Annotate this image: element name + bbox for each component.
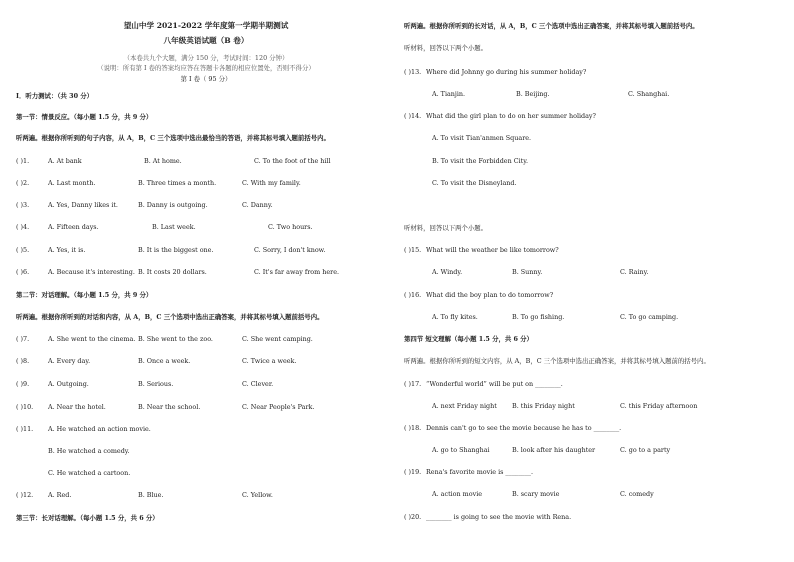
option-b: B. Last week. bbox=[152, 223, 196, 231]
option-a: A. next Friday night bbox=[432, 402, 497, 410]
option-a: A. action movie bbox=[432, 490, 483, 498]
option-a: A. At bank bbox=[48, 157, 82, 165]
option-a: A. To fly kites. bbox=[432, 313, 478, 321]
option-a: A. He watched an action movie. bbox=[48, 425, 151, 433]
option-b: B. Sunny. bbox=[512, 268, 543, 276]
option-b: B. Once a week. bbox=[138, 357, 191, 365]
question-stem: ________ is going to see the movie with Rena. bbox=[426, 513, 572, 521]
option-b: B. He watched a comedy. bbox=[48, 447, 130, 455]
option-a: A. Every day. bbox=[48, 357, 91, 365]
option-a: A. Yes, Danny likes it. bbox=[48, 201, 118, 209]
option-c: C. He watched a cartoon. bbox=[48, 469, 131, 477]
sec1-instruction: 听两遍。根据你所听到的句子内容，从 A，B，C 三个选项中选出最恰当的答语，并将其标号填入题前括号内。 bbox=[16, 134, 330, 142]
question-stem: What did the boy plan to do tomorrow? bbox=[426, 291, 554, 299]
option-c: C. Clever. bbox=[242, 380, 274, 388]
option-a: A. Near the hotel. bbox=[48, 403, 106, 411]
listen-prompt-1: 听材料，回答以下两个小题。 bbox=[404, 44, 488, 52]
school-title: 望山中学 2021-2022 学年度第一学期半期测试 bbox=[123, 21, 289, 30]
right-column bbox=[404, 0, 784, 562]
answer-blank[interactable]: ( )4. bbox=[16, 223, 30, 231]
option-b: B. At home. bbox=[144, 157, 182, 165]
option-c: C. To go camping. bbox=[620, 313, 679, 321]
option-a: A. Last month. bbox=[48, 179, 96, 187]
option-b: B. She went to the zoo. bbox=[138, 335, 213, 343]
option-a: A. Tianjin. bbox=[432, 90, 466, 98]
option-b: B. Serious. bbox=[138, 380, 174, 388]
sec3-instruction: 听两遍。根据你所听到的长对话，从 A，B，C 三个选项中选出正确答案，并将其标号填入题前括号内。 bbox=[404, 22, 699, 30]
option-c: C. It's far away from here. bbox=[254, 268, 340, 276]
volume-title: 第 I 卷（ 95 分） bbox=[180, 75, 232, 83]
option-c: C. Rainy. bbox=[620, 268, 649, 276]
option-b: B. It is the biggest one. bbox=[138, 246, 214, 254]
option-b: B. To go fishing. bbox=[512, 313, 565, 321]
option-a: A. Yes, it is. bbox=[48, 246, 86, 254]
option-a: A. Outgoing. bbox=[48, 380, 89, 388]
question-stem: What did the girl plan to do on her summer holiday? bbox=[426, 112, 596, 120]
option-b: B. It costs 20 dollars. bbox=[138, 268, 207, 276]
option-a: A. go to Shanghai bbox=[432, 446, 490, 454]
option-c: C. With my family. bbox=[242, 179, 301, 187]
answer-blank[interactable]: ( )5. bbox=[16, 246, 30, 254]
option-b: B. Near the school. bbox=[138, 403, 201, 411]
option-b: B. Three times a month. bbox=[138, 179, 217, 187]
sec2-instruction: 听两遍。根据你所听到的对话和内容，从 A，B，C 三个选项中选出正确答案，并将其标号填入题前括号内。 bbox=[16, 313, 324, 321]
option-a: A. To visit Tian'anmen Square. bbox=[432, 134, 532, 142]
sec4-heading: 第四节 短文理解（每小题 1.5 分，共 6 分） bbox=[404, 335, 533, 343]
answer-blank[interactable]: ( )19. bbox=[404, 468, 422, 476]
option-c: C. this Friday afternoon bbox=[620, 402, 698, 410]
answer-blank[interactable]: ( )8. bbox=[16, 357, 30, 365]
answer-blank[interactable]: ( )18. bbox=[404, 424, 422, 432]
option-c: C. To the foot of the hill bbox=[254, 157, 331, 165]
answer-blank[interactable]: ( )13. bbox=[404, 68, 422, 76]
exam-note-2: （说明：所有第 I 卷的答案均应答在答题卡各题的相应位置处，否则不得分） bbox=[97, 64, 315, 72]
sec3-heading: 第三节：长对话理解。（每小题 1.5 分，共 6 分） bbox=[16, 514, 159, 522]
option-c: C. She went camping. bbox=[242, 335, 313, 343]
listen-prompt-2: 听材料，回答以下两个小题。 bbox=[404, 224, 488, 232]
answer-blank[interactable]: ( )20. bbox=[404, 513, 422, 521]
sec2-heading: 第二节：对话理解。（每小题 1.5 分，共 9 分） bbox=[16, 291, 153, 299]
left-column bbox=[16, 0, 396, 562]
part1-heading: I．听力测试：（共 30 分） bbox=[16, 92, 94, 100]
option-b: B. this Friday night bbox=[512, 402, 575, 410]
answer-blank[interactable]: ( )17. bbox=[404, 380, 422, 388]
option-a: A. She went to the cinema. bbox=[48, 335, 136, 343]
option-b: B. Blue. bbox=[138, 491, 164, 499]
answer-blank[interactable]: ( )1. bbox=[16, 157, 30, 165]
answer-blank[interactable]: ( )3. bbox=[16, 201, 30, 209]
option-c: C. Two hours. bbox=[268, 223, 313, 231]
answer-blank[interactable]: ( )12. bbox=[16, 491, 34, 499]
paper-title: 八年级英语试题（B 卷） bbox=[163, 36, 249, 45]
option-b: B. Beijing. bbox=[516, 90, 550, 98]
option-c: C. comedy bbox=[620, 490, 654, 498]
exam-note-1: （本卷共九个大题，满分 150 分，考试时间：120 分钟） bbox=[123, 54, 289, 62]
answer-blank[interactable]: ( )15. bbox=[404, 246, 422, 254]
option-c: C. Sorry, I don't know. bbox=[254, 246, 326, 254]
option-b: B. look after his daughter bbox=[512, 446, 596, 454]
option-b: B. To visit the Forbidden City. bbox=[432, 157, 529, 165]
option-b: B. Danny is outgoing. bbox=[138, 201, 208, 209]
answer-blank[interactable]: ( )10. bbox=[16, 403, 34, 411]
answer-blank[interactable]: ( )6. bbox=[16, 268, 30, 276]
answer-blank[interactable]: ( )9. bbox=[16, 380, 30, 388]
answer-blank[interactable]: ( )11. bbox=[16, 425, 34, 433]
option-a: A. Red. bbox=[48, 491, 72, 499]
option-c: C. Near People's Park. bbox=[242, 403, 315, 411]
option-c: C. Twice a week. bbox=[242, 357, 297, 365]
sec1-heading: 第一节：情景反应。（每小题 1.5 分，共 9 分） bbox=[16, 113, 153, 121]
option-c: C. Danny. bbox=[242, 201, 273, 209]
option-c: C. Yellow. bbox=[242, 491, 273, 499]
question-stem: What will the weather be like tomorrow? bbox=[426, 246, 559, 254]
question-stem: Rena's favorite movie is ________. bbox=[426, 468, 534, 476]
answer-blank[interactable]: ( )14. bbox=[404, 112, 422, 120]
option-a: A. Because it's interesting. bbox=[48, 268, 135, 276]
question-stem: “Wonderful world” will be put on ________. bbox=[426, 380, 563, 388]
option-a: A. Windy. bbox=[432, 268, 463, 276]
option-c: C. To visit the Disneyland. bbox=[432, 179, 517, 187]
sec4-instruction: 听两遍。根据你所听到的短文内容，从 A，B，C 三个选项中选出正确答案，并将其标号填入题前的括号内。 bbox=[404, 357, 710, 365]
option-c: C. Shanghai. bbox=[628, 90, 670, 98]
option-c: C. go to a party bbox=[620, 446, 671, 454]
option-a: A. Fifteen days. bbox=[48, 223, 99, 231]
question-stem: Where did Johnny go during his summer holiday? bbox=[426, 68, 587, 76]
question-stem: Dennis can't go to see the movie because he has to ________. bbox=[426, 424, 622, 432]
answer-blank[interactable]: ( )2. bbox=[16, 179, 30, 187]
answer-blank[interactable]: ( )16. bbox=[404, 291, 422, 299]
answer-blank[interactable]: ( )7. bbox=[16, 335, 30, 343]
option-b: B. scary movie bbox=[512, 490, 560, 498]
